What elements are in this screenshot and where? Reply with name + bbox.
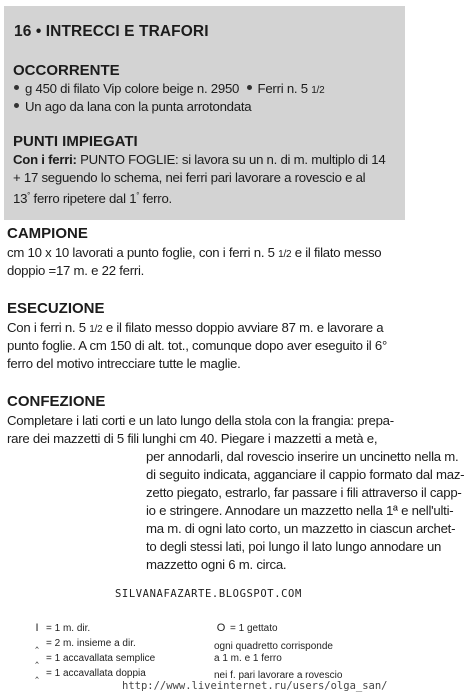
url-watermark: http://www.liveinternet.ru/users/olga_san/ — [122, 680, 388, 692]
page-title: 16 • INTRECCI E TRAFORI — [14, 23, 209, 40]
legend-item: ‸ = 2 m. insieme a dir. — [30, 637, 136, 650]
blog-watermark: SILVANAFAZARTE.BLOGSPOT.COM — [115, 588, 302, 600]
confezione-line: Completare i lati corti e un lato lungo della stola con la frangia: prepa- — [7, 413, 394, 428]
confezione-line: di seguito indicata, agganciare il cappio formato dal maz- — [146, 467, 464, 482]
legend-note: nei f. pari lavorare a rovescio — [214, 670, 343, 681]
confezione-line: to degli stessi lati, poi lungo il lato lungo annodare un — [146, 539, 442, 554]
k2tog-icon: ‸ — [35, 637, 39, 649]
campione-line-2: doppio =17 m. e 22 ferri. — [7, 263, 145, 278]
campione-line-1: cm 10 x 10 lavorati a punto foglie, con i ferri n. 5 1/2 e il filato messo — [7, 245, 382, 260]
knit-stitch-icon: I — [35, 622, 39, 634]
confezione-line: rare dei mazzetti di 5 fili lunghi cm 40. Piegare i mazzetti a metà e, — [7, 431, 378, 446]
confezione-line: mazzetto ogni 6 m. circa. — [146, 557, 287, 572]
bullet-icon — [14, 85, 19, 90]
legend-item-gettato: O = 1 gettato — [214, 622, 278, 635]
bullet-icon — [247, 85, 252, 90]
punti-line-3: 13° ferro ripetere dal 1° ferro. — [13, 191, 172, 206]
legend-item: ‸ = 1 accavallata semplice — [30, 652, 155, 665]
legend-note: a 1 m. e 1 ferro — [214, 653, 282, 664]
section-heading-confezione: CONFEZIONE — [7, 393, 106, 410]
bullet-icon — [14, 103, 19, 108]
section-heading-punti: PUNTI IMPIEGATI — [13, 133, 138, 150]
punti-line-1: Con i ferri: PUNTO FOGLIE: si lavora su un n. di m. multiplo di 14 — [13, 152, 386, 167]
materials-line-1: g 450 di filato Vip colore beige n. 2950 Ferri n. 5 1/2 — [14, 80, 324, 100]
legend-note: ogni quadretto corrisponde — [214, 641, 333, 652]
legend-item: ‸ = 1 accavallata doppia — [30, 667, 146, 680]
double-decrease-icon: ‸ — [35, 667, 39, 679]
section-heading-occorrente: OCCORRENTE — [13, 62, 120, 79]
esecuzione-line-1: Con i ferri n. 5 1/2 e il filato messo doppio avviare 87 m. e lavorare a — [7, 320, 384, 335]
yarn-over-icon: O — [216, 622, 226, 634]
confezione-line: zetto piegato, estrarlo, far passare i fili attraverso il capp- — [146, 485, 462, 500]
legend-item: I = 1 m. dir. — [30, 622, 90, 635]
single-decrease-icon: ‸ — [35, 652, 39, 664]
esecuzione-line-3: ferro del motivo intrecciare tutte le maglie. — [7, 356, 241, 371]
confezione-line: ma m. di ogni lato corto, un mazzetto in ciascun archet- — [146, 521, 456, 536]
punti-line-2: + 17 seguendo lo schema, nei ferri pari lavorare a rovescio e al — [13, 170, 366, 185]
confezione-line: per annodarli, dal rovescio inserire un uncinetto nella m. — [146, 449, 459, 464]
esecuzione-line-2: punto foglie. A cm 150 di alt. tot., comunque dopo aver eseguito il 6° — [7, 338, 387, 353]
confezione-line: io e stringere. Annodare un mazzetto nella 1ª e nell'ulti- — [146, 503, 454, 518]
section-heading-esecuzione: ESECUZIONE — [7, 300, 105, 317]
section-heading-campione: CAMPIONE — [7, 225, 88, 242]
materials-line-2: Un ago da lana con la punta arrotondata — [14, 98, 251, 116]
